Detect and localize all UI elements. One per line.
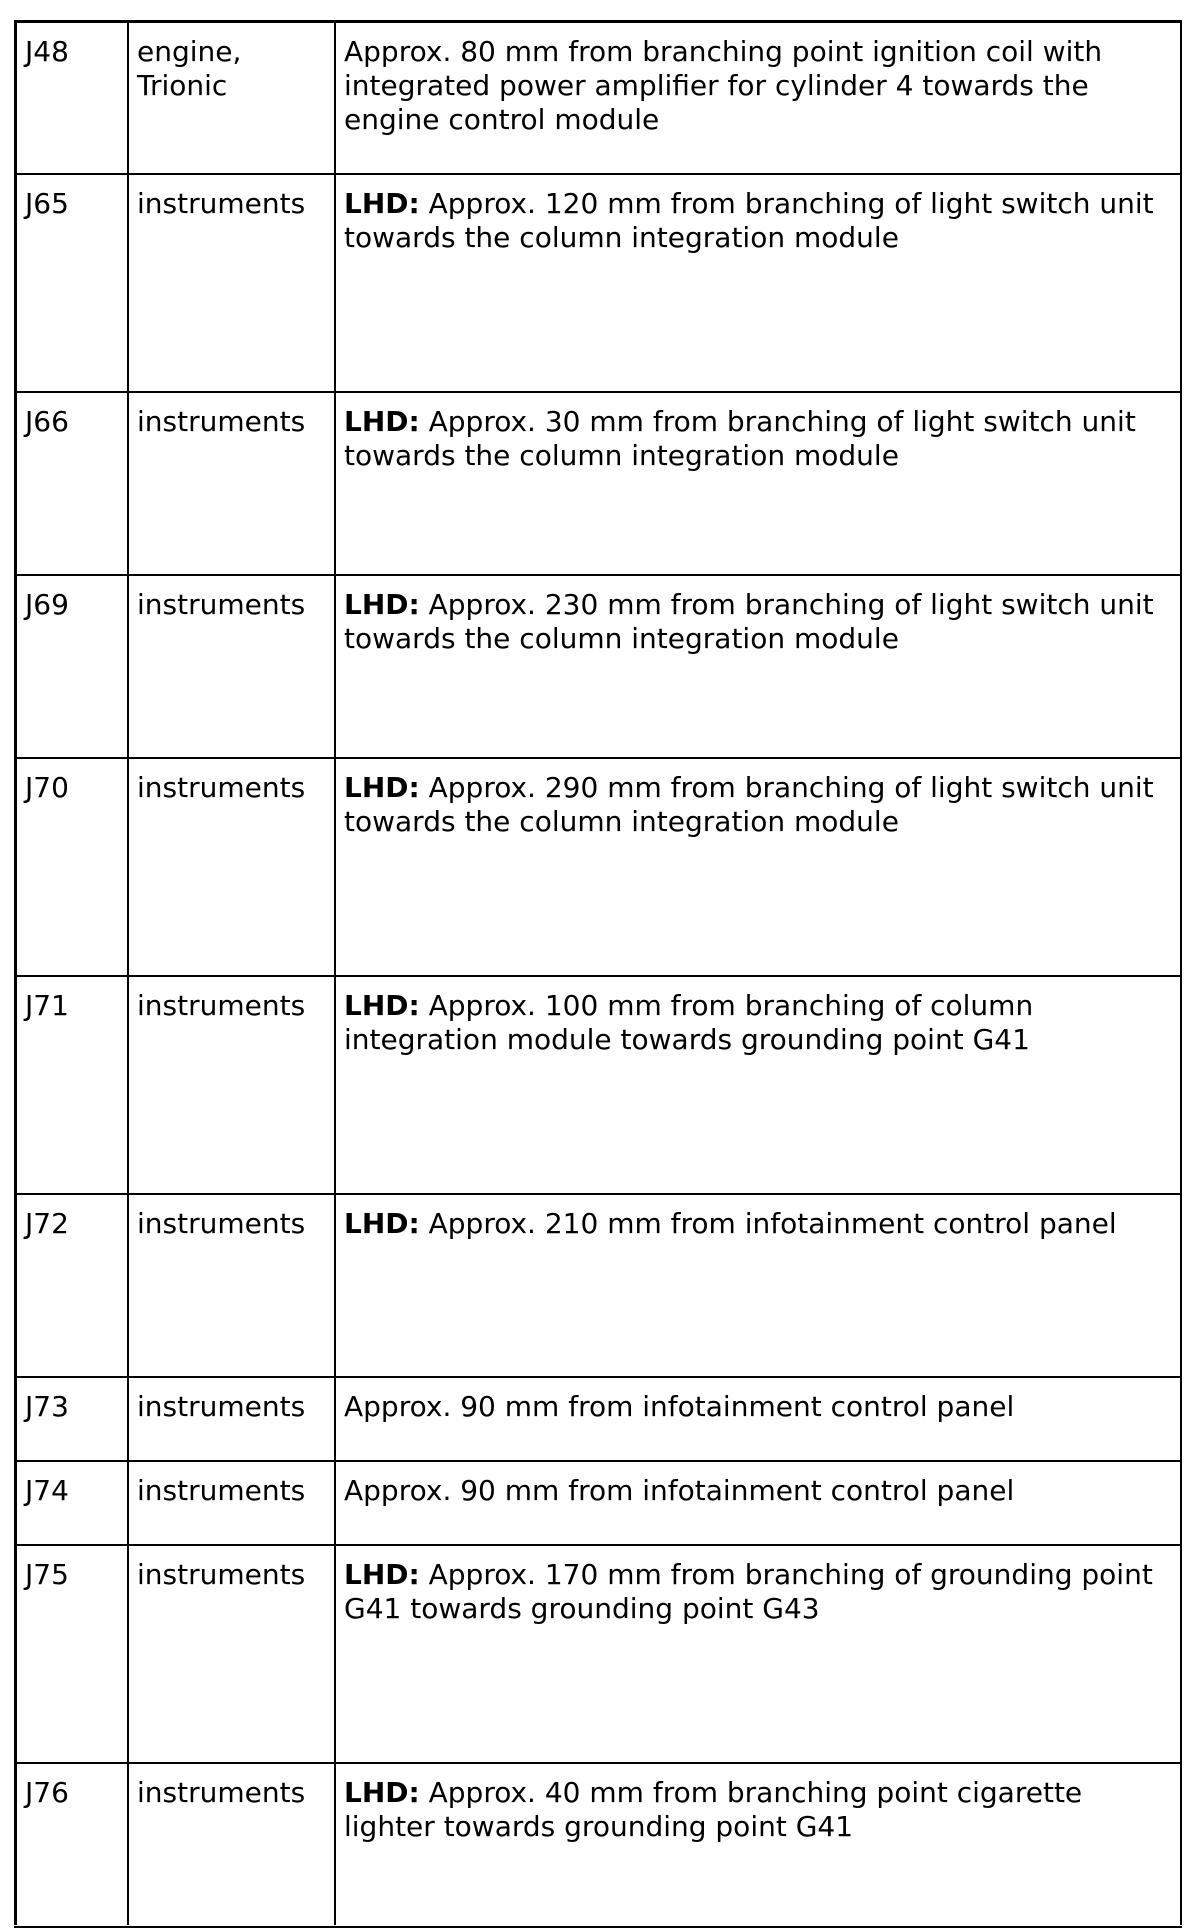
splice-id-cell: J75 (16, 1545, 129, 1763)
table-bottom-border (14, 1926, 1182, 1928)
system-cell: instruments (128, 575, 335, 758)
table-row (16, 758, 1182, 976)
location-cell (335, 1461, 1181, 1545)
table-row (16, 1194, 1182, 1377)
location-text: Approx. 230 mm from branching of light switch unit towards the column integration module (344, 587, 1154, 655)
table-row (16, 1377, 1182, 1461)
location-text: Approx. 210 mm from infotainment control panel (419, 1206, 1117, 1240)
location-text: Approx. 290 mm from branching of light switch unit towards the column integration module (344, 770, 1154, 838)
lhd-prefix: LHD: (344, 404, 420, 438)
location-cell (335, 976, 1181, 1194)
splice-table-page (14, 20, 1182, 1928)
system-cell: instruments (128, 392, 335, 575)
lhd-prefix: LHD: (344, 770, 420, 804)
table-row (16, 976, 1182, 1194)
splice-id-cell: J74 (16, 1461, 129, 1545)
splice-id-cell: J71 (16, 976, 129, 1194)
location-text: Approx. 90 mm from infotainment control panel (344, 1389, 1015, 1423)
splice-id-cell: J66 (16, 392, 129, 575)
table-row (16, 1461, 1182, 1545)
splice-location-table (14, 20, 1182, 1925)
table-row (16, 174, 1182, 392)
location-cell (335, 575, 1181, 758)
lhd-prefix: LHD: (344, 988, 420, 1022)
system-cell: instruments (128, 1194, 335, 1377)
table-row (16, 1763, 1182, 1925)
system-cell: engine, Trionic (128, 22, 335, 174)
splice-id-cell: J65 (16, 174, 129, 392)
location-cell (335, 1763, 1181, 1925)
table-row (16, 1545, 1182, 1763)
splice-id-cell: J73 (16, 1377, 129, 1461)
system-cell: instruments (128, 1461, 335, 1545)
system-cell: instruments (128, 1763, 335, 1925)
lhd-prefix: LHD: (344, 1775, 420, 1809)
location-cell (335, 1194, 1181, 1377)
location-text: Approx. 30 mm from branching of light switch unit towards the column integration module (344, 404, 1136, 472)
location-text: Approx. 170 mm from branching of grounding point G41 towards grounding point G43 (344, 1557, 1153, 1625)
splice-id-cell: J72 (16, 1194, 129, 1377)
lhd-prefix: LHD: (344, 587, 420, 621)
table-row (16, 22, 1182, 174)
splice-id-cell: J69 (16, 575, 129, 758)
system-cell: instruments (128, 976, 335, 1194)
location-text: Approx. 100 mm from branching of column integration module towards grounding point G41 (344, 988, 1034, 1056)
location-text: Approx. 80 mm from branching point ignition coil with integrated power amplifier for cylinder 4 towards the engine control module (344, 35, 1103, 136)
location-cell (335, 1377, 1181, 1461)
location-text: Approx. 120 mm from branching of light switch unit towards the column integration module (344, 186, 1154, 254)
table-row (16, 575, 1182, 758)
splice-id-cell: J48 (16, 22, 129, 174)
lhd-prefix: LHD: (344, 1206, 420, 1240)
location-cell (335, 1545, 1181, 1763)
lhd-prefix: LHD: (344, 186, 420, 220)
system-cell: instruments (128, 1545, 335, 1763)
table-row (16, 392, 1182, 575)
system-cell: instruments (128, 1377, 335, 1461)
splice-id-cell: J70 (16, 758, 129, 976)
location-text: Approx. 40 mm from branching point cigarette lighter towards grounding point G41 (344, 1775, 1083, 1843)
location-cell (335, 392, 1181, 575)
location-cell (335, 22, 1181, 174)
location-cell (335, 758, 1181, 976)
system-cell: instruments (128, 758, 335, 976)
system-cell: instruments (128, 174, 335, 392)
location-text: Approx. 90 mm from infotainment control panel (344, 1473, 1015, 1507)
location-cell (335, 174, 1181, 392)
splice-id-cell: J76 (16, 1763, 129, 1925)
lhd-prefix: LHD: (344, 1557, 420, 1591)
